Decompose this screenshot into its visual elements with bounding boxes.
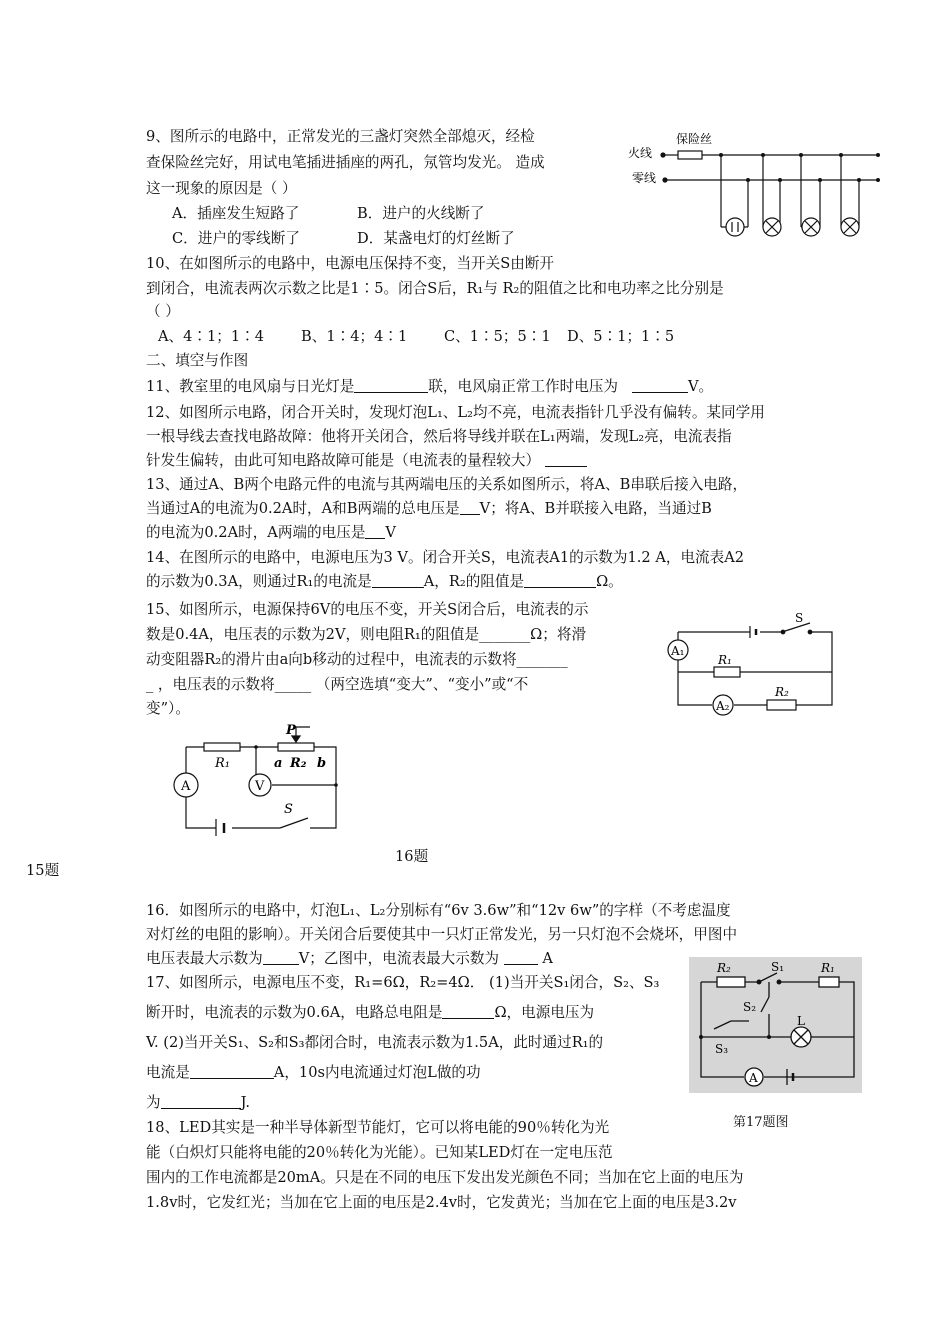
lamp-l-label: L	[797, 1014, 805, 1028]
fire-line-label: 火线	[628, 146, 653, 160]
resistor-r1-icon	[714, 667, 740, 677]
q10-option-b: B、1∶4；4∶1	[301, 328, 408, 345]
q16-text-a: 电压表最大示数为	[146, 950, 263, 967]
q9-line-3: 这一现象的原因是（ ）	[146, 180, 297, 197]
q16-line-1: 16．如图所示的电路中，灯泡L₁、L₂分别标有“6v 3.6w”和“12v 6w”的字样（不考虑温度	[146, 902, 731, 919]
q18-line-4: 1.8v时，它发红光；当加在它上面的电压是2.4v时，它发黄光；当加在它上面的电压是3.2v	[146, 1194, 737, 1211]
resistor-r2-icon	[767, 700, 796, 710]
switch-s1-label: S₁	[771, 960, 785, 974]
answer-blank[interactable]	[190, 1063, 274, 1079]
q18-line-2: 能（白炽灯只能将电能的20％转化为光能）。已知某LED灯在一定电压范	[146, 1144, 613, 1161]
q9-circuit-figure	[620, 125, 890, 250]
q17-line-5	[146, 1093, 250, 1113]
q14-circuit-figure	[662, 608, 848, 720]
q17-text-c: 电流是	[146, 1064, 190, 1081]
switch-s3-label: S₃	[715, 1042, 729, 1056]
q14-text-a: 的示数为0.3A，则通过R₁的电流是	[146, 573, 372, 590]
q15-line-4: _ ，电压表的示数将_____ （两空选填“变大”、“变小”或“不	[146, 676, 529, 693]
socket-icon	[726, 218, 744, 236]
q14-text-c: Ω。	[596, 573, 623, 590]
resistor-r1-label: R₁	[215, 756, 230, 771]
answer-blank[interactable]	[442, 1003, 494, 1019]
fuse-label: 保险丝	[676, 132, 713, 146]
q17-text-f: J.	[240, 1094, 250, 1111]
q13-text-c: 的电流为0.2A时，A两端的电压是	[146, 524, 366, 541]
answer-blank[interactable]	[354, 377, 428, 393]
q10-line-1: 10、在如图所示的电路中，电源电压保持不变，当开关S由断开	[146, 255, 555, 272]
resistor-r1-label: R₁	[718, 653, 732, 667]
q15-line-2: 数是0.4A，电压表的示数为2V，则电阻R₁的阻值是_______Ω；将滑	[146, 626, 587, 643]
q10-option-c: C、1∶5；5∶1	[444, 328, 551, 345]
q18-line-3: 围内的工作电流都是20mA。只是在不同的电压下发出发光颜色不同；当加在它上面的电压为	[146, 1169, 744, 1186]
q17-line-4	[146, 1063, 481, 1083]
q17-text-a: 断开时，电流表的示数为0.6A，电路总电阻是	[146, 1004, 443, 1021]
q12-line-3	[146, 451, 587, 471]
rheostat-r2-label: R₂	[290, 756, 307, 771]
q10-option-a: A、4∶1；1∶4	[158, 328, 265, 345]
q14-line-2	[146, 572, 623, 592]
q15-circuit-figure	[168, 722, 350, 836]
q18-line-1: 18、LED其实是一种半导体新型节能灯，它可以将电能的90％转化为光	[146, 1119, 610, 1136]
slider-p-label: P	[286, 723, 296, 738]
q16-text-c: A	[542, 950, 553, 967]
answer-blank[interactable]	[632, 377, 688, 393]
q17-text-e: 为	[146, 1094, 161, 1111]
q14-line-1: 14、在图所示的电路中，电源电压为3 V。闭合开关S，电流表A1的示数为1.2 A，电流表A2	[146, 549, 745, 566]
answer-blank[interactable]	[524, 572, 596, 588]
q9-option-c: C．进户的零线断了	[172, 230, 300, 247]
answer-blank[interactable]	[504, 949, 538, 965]
switch-s2-label: S₂	[743, 1000, 757, 1014]
q12-line-3-text: 针发生偏转，由此可知电路故障可能是（电流表的量程较大）	[146, 452, 541, 469]
ammeter-label: A	[181, 779, 191, 794]
terminal-a-label: a	[274, 756, 283, 771]
ammeter-a2-label: A₂	[716, 699, 730, 713]
section-heading: 二、填空与作图	[146, 352, 249, 369]
terminal-b-label: b	[317, 756, 327, 771]
answer-blank[interactable]	[365, 523, 385, 539]
q13-text-d: V	[385, 524, 396, 541]
q15-line-1: 15、如图所示，电源保持6V的电压不变，开关S闭合后，电流表的示	[146, 601, 589, 618]
q10-option-d: D、5∶1；1∶5	[567, 328, 675, 345]
q9-option-a: A．插座发生短路了	[172, 205, 300, 222]
zero-line-label: 零线	[632, 171, 657, 185]
ammeter-a1-label: A₁	[671, 644, 685, 658]
q17-line-2	[146, 1003, 594, 1023]
q14-text-b: A，R₂的阻值是	[423, 573, 525, 590]
q17-line-1: 17、如图所示，电源电压不变，R₁=6Ω，R₂=4Ω． (1)当开关S₁闭合，S₂、S₃	[146, 974, 660, 991]
q15-line-5: 变”）。	[146, 700, 190, 717]
resistor-r2-label: R₂	[717, 961, 731, 975]
q16-line-3	[146, 949, 553, 969]
q16-text-b: V；乙图中，电流表最大示数为	[298, 950, 500, 967]
q15-line-3: 动变阻器R₂的滑片由a向b移动的过程中，电流表的示数将_______	[146, 651, 568, 668]
answer-blank[interactable]	[545, 451, 587, 467]
q12-line-2: 一根导线去查找电路故障：他将开关闭合，然后将导线并联在L₁两端，发现L₂亮，电流表指	[146, 428, 732, 445]
resistor-r2-label: R₂	[775, 685, 789, 699]
resistor-r1-label: R₁	[821, 961, 835, 975]
lamp-icon	[802, 218, 820, 236]
q13-line-2	[146, 499, 712, 519]
q9-line-2: 查保险丝完好，用试电笔插进插座的两孔，氖管均发光。 造成	[146, 154, 545, 171]
switch-s-label: S	[795, 611, 804, 625]
fig15-caption: 15题	[26, 862, 60, 879]
q11	[146, 377, 713, 397]
fig16-caption: 16题	[395, 848, 429, 865]
lamp-icon	[763, 218, 781, 236]
answer-blank[interactable]	[161, 1093, 241, 1109]
q17-line-3: V. (2)当开关S₁、S₂和S₃都闭合时，电流表示数为1.5A，此时通过R₁的	[146, 1034, 604, 1051]
q13-text-a: 当通过A的电流为0.2A时，A和B两端的总电压是	[146, 500, 460, 517]
q11-text-b: 联，电风扇正常工作时电压为	[428, 378, 619, 395]
answer-blank[interactable]	[372, 572, 424, 588]
rheostat-r2-icon	[278, 743, 314, 751]
q16-line-2: 对灯丝的电阻的影响）。开关闭合后要使其中一只灯正常发光，另一只灯泡不会烧坏，甲图中	[146, 926, 738, 943]
fuse-icon	[678, 151, 702, 159]
q9-option-b: B．进户的火线断了	[357, 205, 485, 222]
switch-s-label: S	[284, 802, 293, 817]
resistor-r1-icon	[819, 977, 839, 987]
fig17-caption: 第17题图	[733, 1115, 789, 1130]
q10-line-3: （ ）	[146, 303, 180, 320]
q11-text-a: 11、教室里的电风扇与日光灯是	[146, 378, 355, 395]
resistor-r2-icon	[717, 977, 745, 987]
q9-line-1: 9、图所示的电路中，正常发光的三盏灯突然全部熄灭，经检	[146, 128, 535, 145]
lamp-icon	[841, 218, 859, 236]
q13-text-b: V；将A、B并联接入电路，当通过B	[479, 500, 712, 517]
answer-blank[interactable]	[460, 499, 480, 515]
ammeter-label: A	[749, 1071, 758, 1085]
q17-text-b: Ω，电源电压为	[494, 1004, 595, 1021]
voltmeter-label: V	[255, 779, 265, 794]
q11-text-c: V。	[687, 378, 714, 395]
q13-line-3	[146, 523, 396, 543]
q17-text-d: A，10s内电流通过灯泡L做的功	[273, 1064, 481, 1081]
q9-option-d: D．某盏电灯的灯丝断了	[357, 230, 515, 247]
q17-circuit-figure	[689, 957, 862, 1093]
resistor-r1-icon	[204, 743, 240, 751]
q10-line-2: 到闭合，电流表两次示数之比是1∶5。闭合S后，R₁与 R₂的阻值之比和电功率之比分别是	[146, 280, 724, 297]
answer-blank[interactable]	[263, 949, 299, 965]
q13-line-1: 13、通过A、B两个电路元件的电流与其两端电压的关系如图所示，将A、B串联后接入电路，	[146, 476, 748, 493]
q12-line-1: 12、如图所示电路，闭合开关时，发现灯泡L₁、L₂均不亮，电流表指针几乎没有偏转。某同学用	[146, 404, 765, 421]
